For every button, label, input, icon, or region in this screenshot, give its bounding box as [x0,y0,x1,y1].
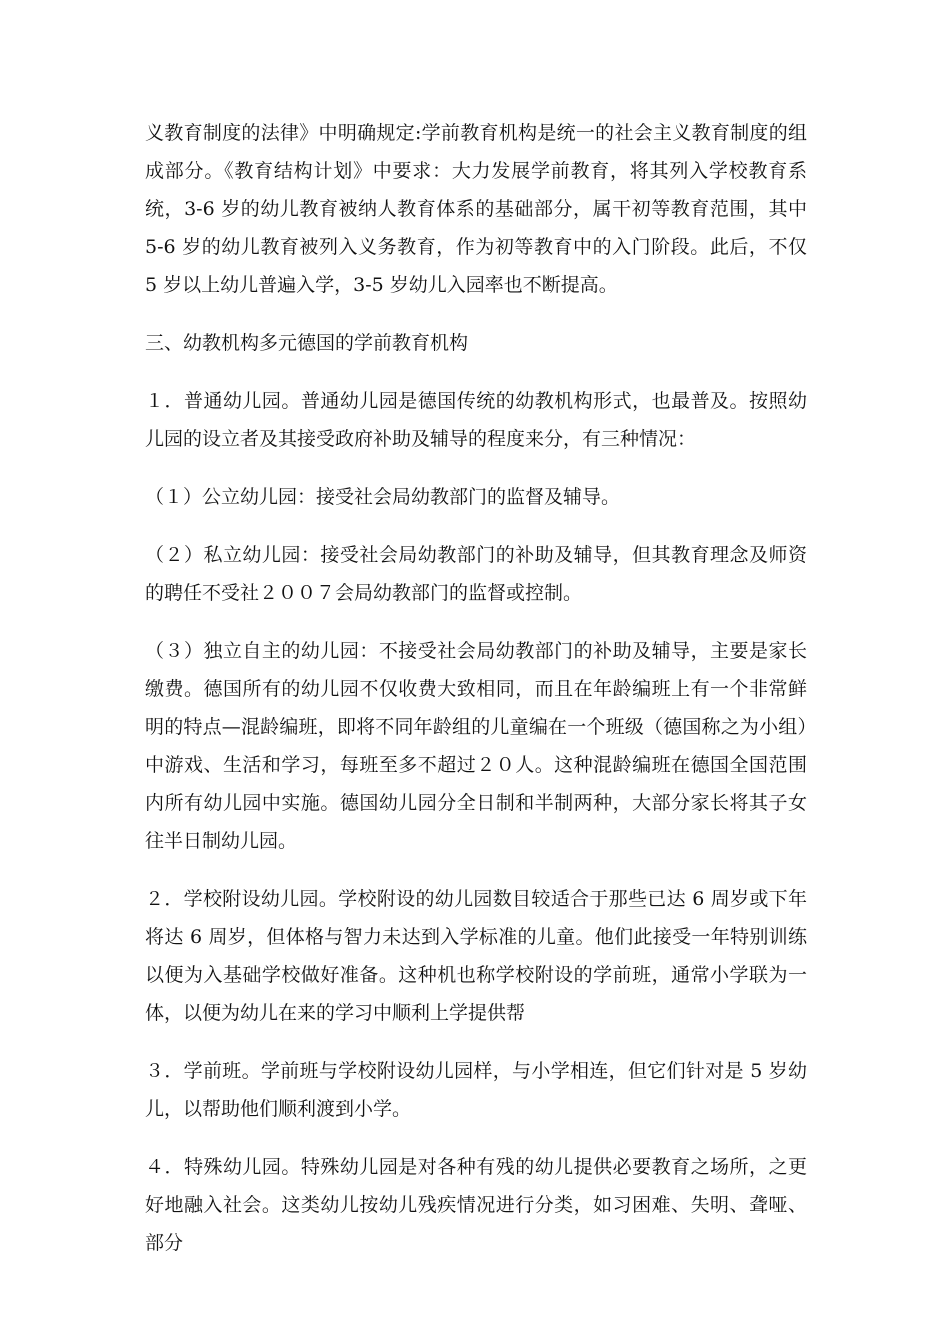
paragraph-item-2: ２．学校附设幼儿园。学校附设的幼儿园数目较适合于那些已达 6 周岁或下年将达 6 周岁，但体格与智力未达到入学标准的儿童。他们此接受一年特别训练以便为入基础学校做好准备。这种机也称学校附设的学前班，通常小学联为一体，以便为幼儿在来的学习中顺利上学提供帮 [145,888,807,1024]
paragraph-subitem-3: （３）独立自主的幼儿园：不接受社会局幼教部门的补助及辅导，主要是家长缴费。德国所有的幼儿园不仅收费大致相同，而且在年龄编班上有一个非常鲜明的特点—混龄编班，即将不同年龄组的儿童编在一个班级（德国称之为小组）中游戏、生活和学习，每班至多不超过２０人。这种混龄编班在德国全国范围内所有幼儿园中实施。德国幼儿园分全日制和半制两种，大部分家长将其子女往半日制幼儿园。 [145,640,807,852]
paragraph-subitem-2: （２）私立幼儿园：接受社会局幼教部门的补助及辅导，但其教育理念及师资的聘任不受社２００７会局幼教部门的监督或控制。 [145,544,807,604]
paragraph-item-1: １．普通幼儿园。普通幼儿园是德国传统的幼教机构形式，也最普及。按照幼儿园的设立者及其接受政府补助及辅导的程度来分，有三种情况： [145,390,807,450]
paragraph-item-3: ３．学前班。学前班与学校附设幼儿园样，与小学相连，但它们针对是 5 岁幼儿，以帮助他们顺利渡到小学。 [145,1060,807,1120]
paragraph-item-4: ４．特殊幼儿园。特殊幼儿园是对各种有残的幼儿提供必要教育之场所，之更好地融入社会。这类幼儿按幼儿残疾情况进行分类，如习困难、失明、聋哑、部分 [145,1156,807,1254]
paragraph-intro: 义教育制度的法律》中明确规定:学前教育机构是统一的社会主义教育制度的组成部分。《教育结构计划》中要求：大力发展学前教育，将其列入学校教育系统，3-6 岁的幼儿教育被纳人教育体系的基础部分，属干初等教育范围，其中 5-6 岁的幼儿教育被列入义务教育，作为初等教育中的入门阶段。此后，不仅 5 岁以上幼儿普遍入学，3-5 岁幼儿入园率也不断提高。 [145,122,807,296]
document-body [145,114,807,1282]
paragraph-subitem-1: （１）公立幼儿园：接受社会局幼教部门的监督及辅导。 [145,486,621,508]
section-heading: 三、幼教机构多元德国的学前教育机构 [145,332,469,354]
